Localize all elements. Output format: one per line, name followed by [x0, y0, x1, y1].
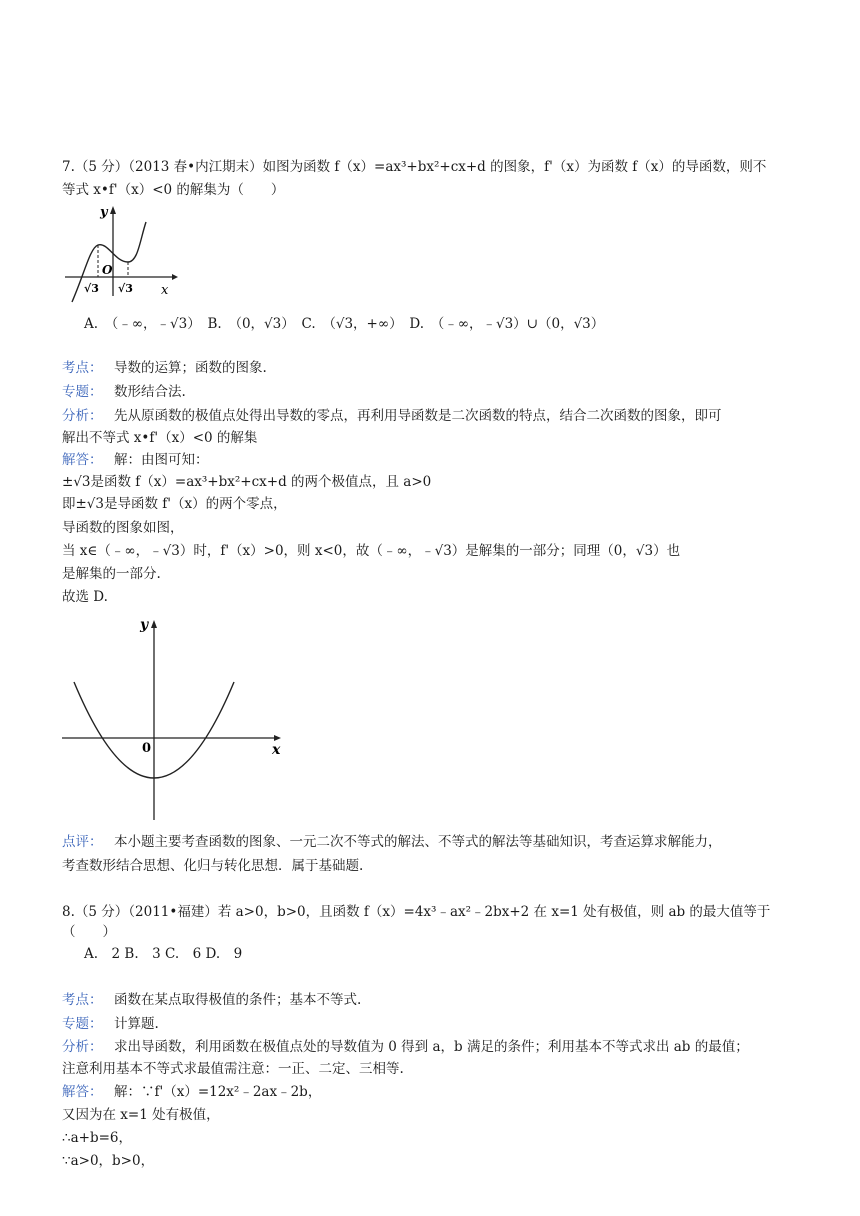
q8-sol-3: ∴a+b=6， — [62, 1130, 132, 1146]
q7-sol-4: 导函数的图象如图， — [62, 520, 184, 536]
q7-kaodian: 导数的运算；函数的图象. — [114, 360, 267, 376]
q7-dianping-1: 本小题主要考查函数的图象、一元二次不等式的解法、不等式的解法等基础知识，考查运算求解能力， — [114, 834, 722, 850]
q7-zhuanti: 数形结合法. — [114, 384, 186, 400]
q7-fenxi-2: 解出不等式 x•f'（x）<0 的解集 — [62, 430, 258, 446]
q7-sol-5: 当 x∈（﹣∞，﹣√3）时，f'（x）>0，则 x<0，故（﹣∞，﹣√3）是解集的一部分；同理（0，√3）也 — [62, 543, 681, 559]
q7-sol-6: 是解集的一部分. — [62, 566, 161, 582]
q7-fenxi-label: 分析： — [62, 408, 103, 424]
q7-sol-3: 即±√3是导函数 f'（x）的两个零点， — [62, 496, 287, 512]
q7-stem-line1: 7.（5 分）（2013 春•内江期末）如图为函数 f（x）=ax³+bx²+cx+d 的图象，f'（x）为函数 f（x）的导函数，则不 — [62, 159, 767, 175]
fig1-tick-left: √3 — [84, 282, 99, 295]
q8-jieda-1: 解：∵f'（x）=12x²﹣2ax﹣2b， — [114, 1084, 322, 1100]
fig1-tick-right: √3 — [118, 282, 133, 295]
q7-dianping-2: 考查数形结合思想、化归与转化思想．属于基础题. — [62, 858, 364, 874]
q7-zhuanti-label: 专题： — [62, 384, 103, 400]
q7-kaodian-label: 考点： — [62, 360, 103, 376]
q7-jieda-label: 解答： — [62, 452, 103, 468]
q7-derivative-graph — [62, 612, 292, 822]
q8-jieda-label: 解答： — [62, 1084, 103, 1100]
fig1-origin: O — [102, 263, 113, 277]
q8-kaodian-label: 考点： — [62, 992, 103, 1008]
q8-sol-4: ∵a>0，b>0， — [62, 1153, 155, 1169]
fig1-y-label: y — [100, 205, 108, 220]
q8-options: A. 2 B. 3 C. 6 D. 9 — [84, 946, 243, 962]
q8-fenxi-2: 注意利用基本不等式求最值需注意：一正、二定、三相等. — [62, 1061, 404, 1077]
q8-zhuanti: 计算题. — [114, 1016, 159, 1032]
q7-sol-7: 故选 D. — [62, 589, 108, 605]
q8-sol-2: 又因为在 x=1 处有极值， — [62, 1107, 220, 1123]
q7-dianping-label: 点评： — [62, 834, 103, 850]
fig1-x-label: x — [161, 283, 169, 298]
q8-fenxi-1: 求出导函数，利用函数在极值点处的导数值为 0 得到 a，b 满足的条件；利用基本不等式求出 ab 的最值； — [114, 1039, 749, 1055]
q8-fenxi-label: 分析： — [62, 1039, 103, 1055]
q8-zhuanti-label: 专题： — [62, 1016, 103, 1032]
q8-kaodian: 函数在某点取得极值的条件；基本不等式. — [114, 992, 362, 1008]
q7-fenxi-1: 先从原函数的极值点处得出导数的零点，再利用导函数是二次函数的特点，结合二次函数的图象，即可 — [114, 408, 722, 424]
fig2-y-label: y — [140, 617, 149, 633]
q7-jieda-1: 解：由图可知： — [114, 452, 209, 468]
q7-stem-line2: 等式 x•f'（x）<0 的解集为（ ） — [62, 182, 285, 198]
q7-cubic-graph — [60, 200, 180, 300]
q8-stem-line1: 8.（5 分）（2011•福建）若 a>0，b>0，且函数 f（x）=4x³﹣ax²﹣2bx+2 在 x=1 处有极值，则 ab 的最大值等于 — [62, 904, 771, 920]
fig2-origin: 0 — [142, 741, 152, 756]
fig2-x-label: x — [272, 742, 281, 758]
q8-stem-line2: （ ） — [62, 924, 116, 940]
q7-sol-2: ±√3是函数 f（x）=ax³+bx²+cx+d 的两个极值点，且 a>0 — [62, 474, 432, 490]
q7-options: A. （﹣∞，﹣√3） B. （0，√3） C. （√3，+∞） D. （﹣∞，﹣√3）∪（0，√3） — [84, 316, 605, 332]
